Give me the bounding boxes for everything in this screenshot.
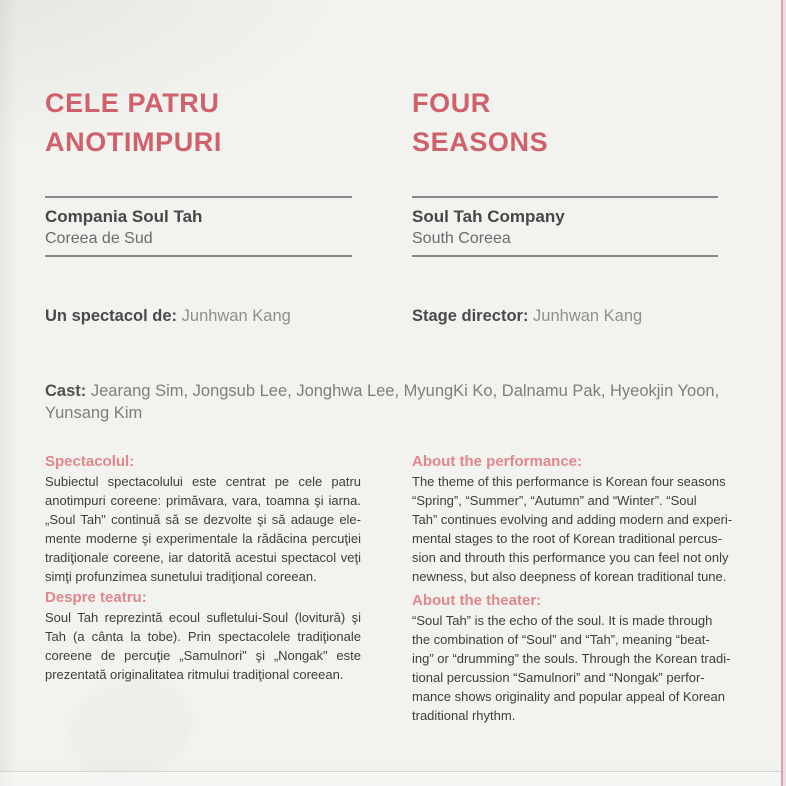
stage-director-english	[412, 305, 642, 327]
section-body-despre-teatru: Soul Tah reprezintă ecoul sufletului-Soul (lovitură) şi Tah (a cânta la tobe). Prin spectacolele tradiţionale coreene de percuţie „Samulnori" şi „Nongak" este prezentată originalitatea ritmului tradiţional coreean.	[45, 610, 361, 682]
director-label: Un spectacol de:	[45, 307, 178, 325]
divider-line	[412, 196, 718, 198]
section-heading-spectacolul: Spectacolul:	[45, 453, 135, 470]
section-body-about-performance: The theme of this performance is Korean four seasons “Spring”, “Summer”, “Autumn” and “Winter”. “Soul Tah” continues evolving and adding modern and experi- mental stages to the root of Korean traditional percus- sion and throuth this performance you can feel not only newness, but also deepness of korean traditional tune.	[412, 474, 733, 584]
director-name: Junhwan Kang	[181, 307, 291, 325]
section-heading-about-theater: About the theater:	[412, 592, 542, 609]
director-label: Stage director:	[412, 307, 529, 325]
company-block-english	[412, 206, 565, 250]
divider-line	[45, 196, 352, 198]
page-showthrough-ghost	[58, 667, 202, 786]
company-block-romanian	[45, 206, 202, 250]
director-name: Junhwan Kang	[533, 307, 643, 325]
page-title-english: FOUR SEASONS	[412, 88, 549, 157]
scan-bottom-edge	[0, 772, 786, 786]
page-title-romanian: CELE PATRU ANOTIMPURI	[45, 88, 222, 157]
scan-right-edge-line	[781, 0, 783, 786]
company-country: Coreea de Sud	[45, 230, 153, 247]
cast-label: Cast:	[45, 382, 87, 400]
section-heading-despre-teatru: Despre teatru:	[45, 589, 147, 606]
company-name: Soul Tah Company	[412, 207, 565, 226]
divider-line	[412, 255, 718, 257]
company-name: Compania Soul Tah	[45, 207, 203, 226]
section-body-spectacolul: Subiectul spectacolului este centrat pe cele patru anotimpuri coreene: primăvara, vara, toamna şi iarna. „Soul Tah" continuă să se dezvolte şi să adauge ele- mente moderne şi experimentale la rădăcina percuţiei tradiţionale coreene, iar datorită acestui spectacol veţi simţi profunzimea sunetului tradiţional coreean.	[45, 474, 361, 584]
section-heading-about-performance: About the performance:	[412, 453, 583, 470]
cast-names: Jearang Sim, Jongsub Lee, Jonghwa Lee, MyungKi Ko, Dalnamu Pak, Hyeokjin Yoon, Yunsang Kim	[45, 382, 720, 422]
stage-director-romanian	[45, 305, 291, 327]
cast-list	[45, 380, 737, 424]
section-body-about-theater: “Soul Tah” is the echo of the soul. It is made through the combination of “Soul” and “Tah”, meaning “beat- ing” or “drumming” the souls. Through the Korean tradi- tional percussion “Samulnori” and “Nongak” perfor- mance shows originality and popular appeal of Korean traditional rhythm.	[412, 613, 731, 723]
company-country: South Coreea	[412, 230, 511, 247]
divider-line	[45, 255, 352, 257]
